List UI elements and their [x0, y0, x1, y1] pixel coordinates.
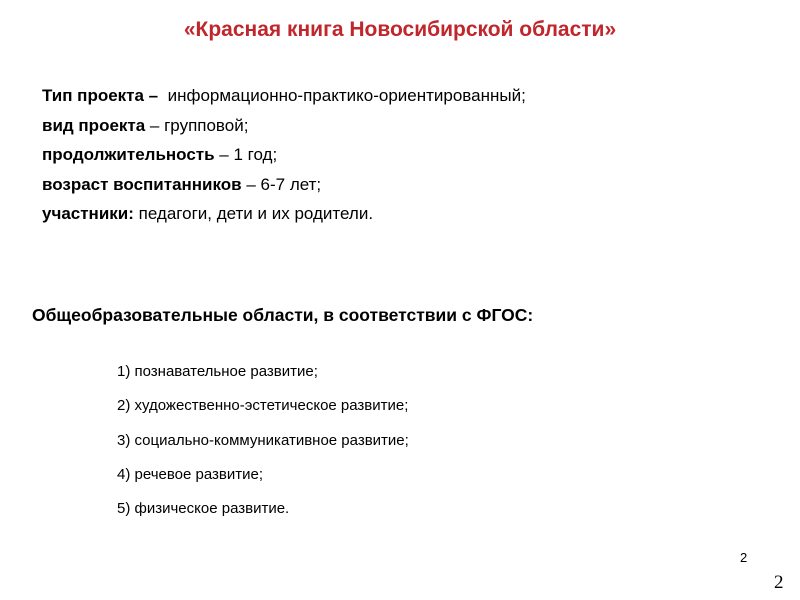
list-item: 3) социально-коммуникативное развитие;: [117, 431, 409, 449]
project-info-item: [42, 111, 526, 141]
page-number-small: 2: [740, 550, 748, 565]
list-item: 5) физическое развитие.: [117, 500, 290, 518]
project-info-list: [42, 81, 526, 229]
participants-label: участники:: [42, 204, 134, 223]
project-type-value: информационно-практико-ориентированный;: [158, 86, 526, 105]
participants-value: педагоги, дети и их родители.: [133, 204, 374, 223]
areas-list: [117, 355, 409, 526]
list-item: 2) художественно-эстетическое развитие;: [117, 397, 409, 415]
project-type-label: Тип проекта –: [42, 86, 159, 105]
slide-title: «Красная книга Новосибирской области»: [183, 18, 617, 41]
list-item: 4) речевое развитие;: [117, 465, 264, 483]
project-duration-label: продолжительность: [42, 145, 215, 164]
project-info-item: [42, 140, 526, 170]
project-info-item: [42, 81, 526, 111]
page-number-large: 2: [774, 572, 784, 593]
project-kind-label: вид проекта: [42, 115, 146, 135]
project-duration-value: – 1 год;: [214, 145, 278, 164]
project-info-item: [42, 170, 526, 200]
list-item: 1) познавательное развитие;: [117, 363, 318, 380]
project-info-item: [42, 199, 526, 229]
areas-heading: Общеобразовательные области, в соответствии с ФГОС:: [32, 305, 534, 325]
project-kind-value: – групповой;: [145, 115, 249, 135]
pupils-age-label: возраст воспитанников: [42, 174, 242, 194]
pupils-age-value: – 6-7 лет;: [241, 174, 322, 194]
